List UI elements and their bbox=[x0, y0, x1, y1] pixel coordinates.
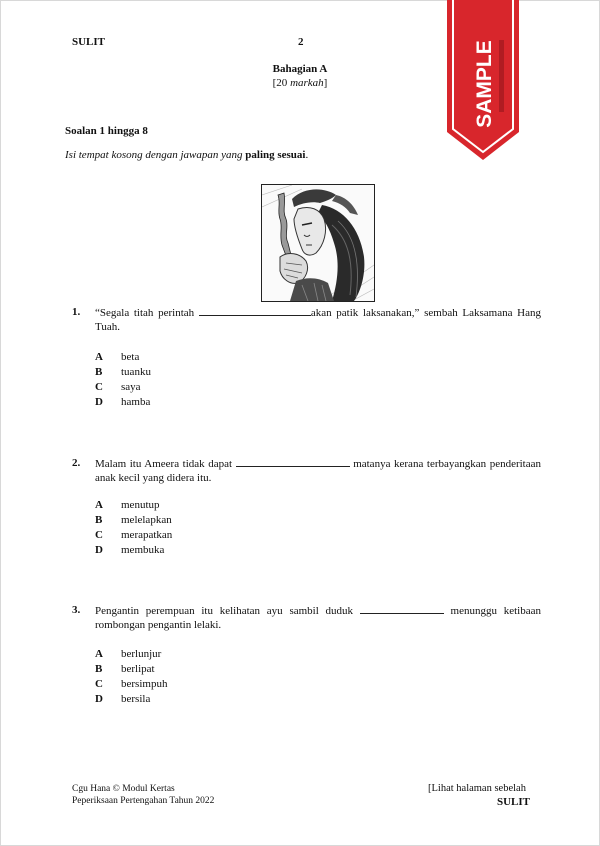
question-range: Soalan 1 hingga 8 bbox=[65, 125, 148, 137]
question-1-number: 1. bbox=[72, 306, 81, 318]
sample-label: SAMPLE bbox=[473, 40, 496, 128]
footer-left bbox=[72, 783, 214, 807]
page-number: 2 bbox=[298, 36, 304, 48]
option-text: beta bbox=[121, 351, 140, 363]
option-letter: B bbox=[95, 366, 103, 378]
question-1-text-after: akan patik laksanakan,” sembah Laksamana Hang Tuah. bbox=[95, 307, 541, 333]
option-letter: D bbox=[95, 693, 103, 705]
option-letter: A bbox=[95, 351, 103, 363]
option-letter: B bbox=[95, 663, 103, 675]
question-1-text-before: “Segala titah perintah bbox=[95, 307, 199, 319]
sample-ribbon-icon bbox=[447, 0, 519, 162]
section-marks-close: ] bbox=[323, 77, 328, 89]
option-text: menutup bbox=[121, 499, 160, 511]
option-letter: A bbox=[95, 648, 103, 660]
option-letter: C bbox=[95, 529, 103, 541]
option-text: tuanku bbox=[121, 366, 151, 378]
option-text: bersimpuh bbox=[121, 678, 168, 690]
question-2-number: 2. bbox=[72, 457, 81, 469]
option-letter: B bbox=[95, 514, 103, 526]
question-3-blank bbox=[360, 604, 444, 614]
question-1-text bbox=[95, 306, 541, 334]
instruction-prefix: Isi tempat kosong dengan jawapan yang bbox=[65, 149, 246, 161]
question-2-text-after: matanya kerana terbayangkan penderitaan anak kecil yang didera itu. bbox=[95, 458, 542, 484]
footer-next-page: [Lihat halaman sebelah bbox=[428, 783, 526, 794]
question-2-blank bbox=[236, 457, 350, 467]
instruction-suffix: . bbox=[305, 149, 309, 161]
section-marks-unit: markah bbox=[290, 77, 324, 89]
option-text: membuka bbox=[121, 544, 165, 556]
footer-exam-name: Peperiksaan Pertengahan Tahun 2022 bbox=[72, 796, 215, 806]
section-marks-open: [20 bbox=[272, 77, 291, 89]
option-text: berlunjur bbox=[121, 648, 162, 660]
option-text: merapatkan bbox=[121, 529, 173, 541]
question-2-text-before: Malam itu Ameera tidak dapat bbox=[95, 458, 236, 470]
footer-credit: Cgu Hana © Modul Kertas bbox=[72, 784, 175, 794]
question-3-text-before: Pengantin perempuan itu kelihatan ayu sambil duduk bbox=[95, 605, 360, 617]
option-text: saya bbox=[121, 381, 141, 393]
option-letter: C bbox=[95, 381, 103, 393]
instruction-emphasis: paling sesuai bbox=[245, 149, 306, 161]
option-letter: C bbox=[95, 678, 103, 690]
footer-classification: SULIT bbox=[497, 796, 531, 808]
option-text: berlipat bbox=[121, 663, 155, 675]
warrior-illustration-icon bbox=[262, 185, 374, 301]
option-letter: D bbox=[95, 396, 103, 408]
header-classification: SULIT bbox=[72, 36, 106, 48]
question-2-text bbox=[95, 457, 541, 485]
option-text: hamba bbox=[121, 396, 151, 408]
question-3-text-after: menunggu ketibaan rombongan pengantin lelaki. bbox=[95, 605, 541, 631]
warrior-with-keris-illustration bbox=[261, 184, 375, 302]
option-text: bersila bbox=[121, 693, 151, 705]
option-letter: A bbox=[95, 499, 103, 511]
section-title: Bahagian A bbox=[272, 63, 328, 75]
question-3-number: 3. bbox=[72, 604, 81, 616]
option-letter: D bbox=[95, 544, 103, 556]
option-text: melelapkan bbox=[121, 514, 172, 526]
question-1-blank bbox=[199, 306, 311, 316]
question-3-text bbox=[95, 604, 541, 632]
instruction bbox=[65, 149, 308, 161]
